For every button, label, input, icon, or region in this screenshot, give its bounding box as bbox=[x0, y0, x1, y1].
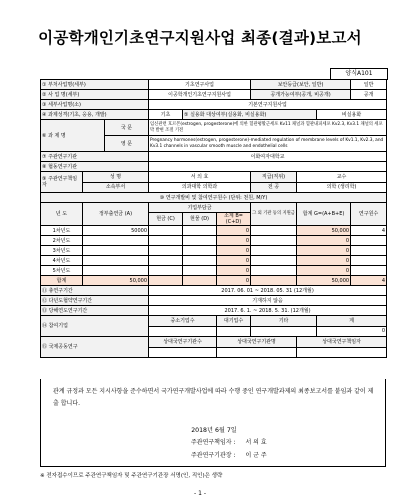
row-intl-head bbox=[41, 337, 387, 348]
major-label: 전 공 bbox=[251, 182, 297, 193]
funding-row bbox=[41, 246, 387, 256]
participants-value2 bbox=[217, 326, 251, 337]
funding-cash bbox=[149, 256, 183, 266]
funding-total: 0 bbox=[297, 236, 351, 246]
total-period-label: ⑪ 총연구기간 bbox=[41, 286, 149, 296]
dept-label: 소속부서 bbox=[83, 182, 149, 193]
actual-label: ⑤ 실용화 대상여부(실용화, 비실용화) bbox=[183, 110, 317, 120]
total-cash bbox=[149, 276, 183, 286]
head-signature-label: 주관연구기관장 : bbox=[191, 452, 236, 459]
participants-value3 bbox=[251, 326, 317, 337]
row-participants-head bbox=[41, 316, 387, 327]
total-kind bbox=[183, 276, 217, 286]
funding-heading-row bbox=[41, 193, 387, 203]
row-business bbox=[41, 80, 387, 90]
funding-total: 0 bbox=[297, 246, 351, 256]
funding-people bbox=[351, 236, 387, 246]
col-people: 연구원수 bbox=[351, 203, 387, 226]
col-total: 합계 G=(A+B+E) bbox=[297, 203, 351, 226]
pi-signature bbox=[191, 437, 267, 446]
row-sub-project bbox=[41, 100, 387, 110]
funding-sum: 0 bbox=[217, 256, 251, 266]
row-pi-name bbox=[41, 172, 387, 183]
funding-year: 4차년도 bbox=[41, 256, 83, 266]
head-signature bbox=[191, 450, 267, 459]
collab-label: ⑧ 협동연구기관 bbox=[41, 162, 149, 172]
pi-signature-name: 서 의 효 bbox=[245, 439, 267, 446]
footnote: ※ 전자접수이므로 주관연구책임자 및 주관연구기관장 서명(인, 직인)은 생략 bbox=[40, 473, 223, 479]
page-number: - 1 - bbox=[194, 490, 206, 497]
funding-kind bbox=[183, 256, 217, 266]
funding-kind bbox=[183, 226, 217, 236]
participants-value1 bbox=[149, 326, 217, 337]
funding-total-row bbox=[41, 276, 387, 286]
col-sum: 소계 B=(C+D) bbox=[217, 213, 251, 226]
funding-gov: 50000 bbox=[83, 226, 149, 236]
category-value: 기초 bbox=[149, 110, 183, 120]
funding-year: 3차년도 bbox=[41, 246, 83, 256]
row-current-period bbox=[41, 306, 387, 316]
dept-value: 의과대학 의학과 bbox=[149, 182, 251, 193]
funding-gov bbox=[83, 236, 149, 246]
total-label: 합계 bbox=[41, 276, 83, 286]
funding-row bbox=[41, 266, 387, 276]
business-field-value: 기초연구사업 bbox=[149, 80, 251, 90]
funding-other bbox=[251, 236, 297, 246]
funding-other bbox=[251, 256, 297, 266]
security-label: 보안등급(보안, 일반) bbox=[251, 80, 351, 90]
declaration-date: 2018년 6월 7일 bbox=[191, 427, 237, 434]
head-signature-name: 이 군 주 bbox=[245, 452, 267, 459]
row-pi-dept bbox=[41, 182, 387, 193]
english-title: Pregnancy hormones(estrogen, progesterone)-mediated regulation of membrane levels of Kv1.1, Kv2.3, and Kv3.1 channels in vascular smooth muscle and endothelial cells bbox=[149, 136, 387, 152]
collab-value bbox=[149, 162, 387, 172]
korean-label: 국 문 bbox=[105, 120, 149, 136]
funding-year: 1차년도 bbox=[41, 226, 83, 236]
host-label: ⑦ 주관연구기관 bbox=[41, 152, 149, 162]
intl-value3 bbox=[297, 347, 387, 358]
funding-row bbox=[41, 256, 387, 266]
funding-people: 4 bbox=[351, 226, 387, 236]
participants-col4: 계 bbox=[317, 316, 387, 327]
total-period-value: 2017. 06. 01 ~ 2018. 05. 31 (12개월) bbox=[149, 286, 387, 296]
funding-heading: ⑩ 연구개발비 및 참여연구원수 (단위: 천원, M/Y) bbox=[41, 193, 387, 203]
funding-cash bbox=[149, 266, 183, 276]
total-people: 4 bbox=[351, 276, 387, 286]
total-gov: 50,000 bbox=[83, 276, 149, 286]
total-sum: 0 bbox=[217, 276, 251, 286]
task-label: ⑥ 과 제 명 bbox=[41, 120, 105, 152]
funding-kind bbox=[183, 236, 217, 246]
funding-people bbox=[351, 246, 387, 256]
participants-col1: 중소기업수 bbox=[149, 316, 217, 327]
declaration-text: 관계 규정과 모든 지시사항을 준수하면서 국가연구개발사업에 따라 수행 중인 연구개발과제의 최종보고서를 붙임과 같이 제출 합니다. bbox=[53, 388, 374, 407]
security-value: 일반 bbox=[351, 80, 387, 90]
funding-sum: 0 bbox=[217, 266, 251, 276]
form-number: 양식A101 bbox=[330, 68, 388, 80]
disclosure-value: 공개 bbox=[351, 90, 387, 100]
host-value: 이화여자대학교 bbox=[149, 152, 387, 162]
major-value: 의학 (생리학) bbox=[297, 182, 387, 193]
intl-value2 bbox=[217, 347, 297, 358]
sub-project-value: 기본연구지원사업 bbox=[149, 100, 387, 110]
page-title: 이공학개인기초연구지원사업 최종(결과)보고서 bbox=[38, 29, 362, 47]
multi-period-label: ⑫ 다년도협약연구기간 bbox=[41, 296, 149, 306]
funding-sum: 0 bbox=[217, 246, 251, 256]
participants-col2: 대기업수 bbox=[217, 316, 251, 327]
funding-row bbox=[41, 226, 387, 236]
funding-gov bbox=[83, 256, 149, 266]
col-other: 그 외 기관 등의 지원금 bbox=[251, 203, 297, 226]
actual-value: 비실용화 bbox=[317, 110, 387, 120]
current-period-value: 2017. 6. 1. ~ 2018. 5. 31. (12개월) bbox=[149, 306, 387, 316]
funding-total: 50,000 bbox=[297, 226, 351, 236]
col-kind: 현물 (D) bbox=[183, 213, 217, 226]
col-year: 년 도 bbox=[41, 203, 83, 226]
pi-label: ⑨ 주관연구책임자 bbox=[41, 172, 83, 193]
funding-gov bbox=[83, 266, 149, 276]
business-field-label: ① 부처사업명(세부) bbox=[41, 80, 149, 90]
row-multi-period bbox=[41, 296, 387, 306]
row-host bbox=[41, 152, 387, 162]
funding-kind bbox=[183, 246, 217, 256]
funding-year: 2차년도 bbox=[41, 236, 83, 246]
funding-other bbox=[251, 246, 297, 256]
row-collab bbox=[41, 162, 387, 172]
total-other bbox=[251, 276, 297, 286]
funding-other bbox=[251, 266, 297, 276]
funding-cash bbox=[149, 246, 183, 256]
project-name-value: 이공학개인기초연구지원사업 bbox=[149, 90, 251, 100]
funding-cash bbox=[149, 226, 183, 236]
col-gov: 정부출연금 (A) bbox=[83, 203, 149, 226]
intl-col3: 상대국연구책임자 bbox=[297, 337, 387, 348]
funding-header-row-1 bbox=[41, 203, 387, 213]
category-label: ④ 과제성격(기초, 응용, 개발) bbox=[41, 110, 149, 120]
participants-col3: 기타 bbox=[251, 316, 317, 327]
funding-row bbox=[41, 236, 387, 246]
group-corp: 기업부담금 bbox=[149, 203, 251, 213]
funding-people bbox=[351, 256, 387, 266]
participants-label: ⑭ 참여기업 bbox=[41, 316, 149, 337]
name-label: 성 명 bbox=[83, 172, 149, 183]
korean-title: 임신관련 호르몬(estrogen, progesterone)에 의한 혈관평활근세포 Kv11 채널과 혈관내피세포 Kv2.3, Kv3.1 채널의 세포막 발현 조절 기전 bbox=[149, 120, 387, 136]
participants-value4: 0 bbox=[317, 326, 387, 337]
row-task-korean bbox=[41, 120, 387, 136]
intl-col1: 상대국연구기관수 bbox=[149, 337, 217, 348]
row-project-name bbox=[41, 90, 387, 100]
funding-people bbox=[351, 266, 387, 276]
funding-sum: 0 bbox=[217, 226, 251, 236]
pi-signature-label: 주관연구책임자 : bbox=[191, 439, 236, 446]
funding-kind bbox=[183, 266, 217, 276]
intl-label: ⑮ 국제공동연구 bbox=[41, 337, 149, 358]
funding-total: 0 bbox=[297, 266, 351, 276]
funding-year: 5차년도 bbox=[41, 266, 83, 276]
funding-other bbox=[251, 226, 297, 236]
project-name-label: ② 사 업 명(세부) bbox=[41, 90, 149, 100]
name-value: 서 의 효 bbox=[149, 172, 251, 183]
funding-total: 0 bbox=[297, 256, 351, 266]
multi-period-value: 기재하지 않음 bbox=[149, 296, 387, 306]
funding-sum: 0 bbox=[217, 236, 251, 246]
intl-col2: 상대국연구기관명 bbox=[217, 337, 297, 348]
col-cash: 현금 (C) bbox=[149, 213, 183, 226]
total-total: 50,000 bbox=[297, 276, 351, 286]
intl-value1 bbox=[149, 347, 217, 358]
report-table bbox=[40, 79, 387, 358]
position-label: 직급(직위) bbox=[251, 172, 297, 183]
english-label: 영 문 bbox=[105, 136, 149, 152]
row-category bbox=[41, 110, 387, 120]
position-value: 교수 bbox=[297, 172, 387, 183]
disclosure-label: 공개가능여부(공개, 비공개) bbox=[251, 90, 351, 100]
declaration-box bbox=[40, 379, 386, 467]
funding-gov bbox=[83, 246, 149, 256]
current-period-label: ⑬ 당해연도연구기간 bbox=[41, 306, 149, 316]
row-total-period bbox=[41, 286, 387, 296]
funding-cash bbox=[149, 236, 183, 246]
sub-project-label: ③ 세부사업명(소) bbox=[41, 100, 149, 110]
